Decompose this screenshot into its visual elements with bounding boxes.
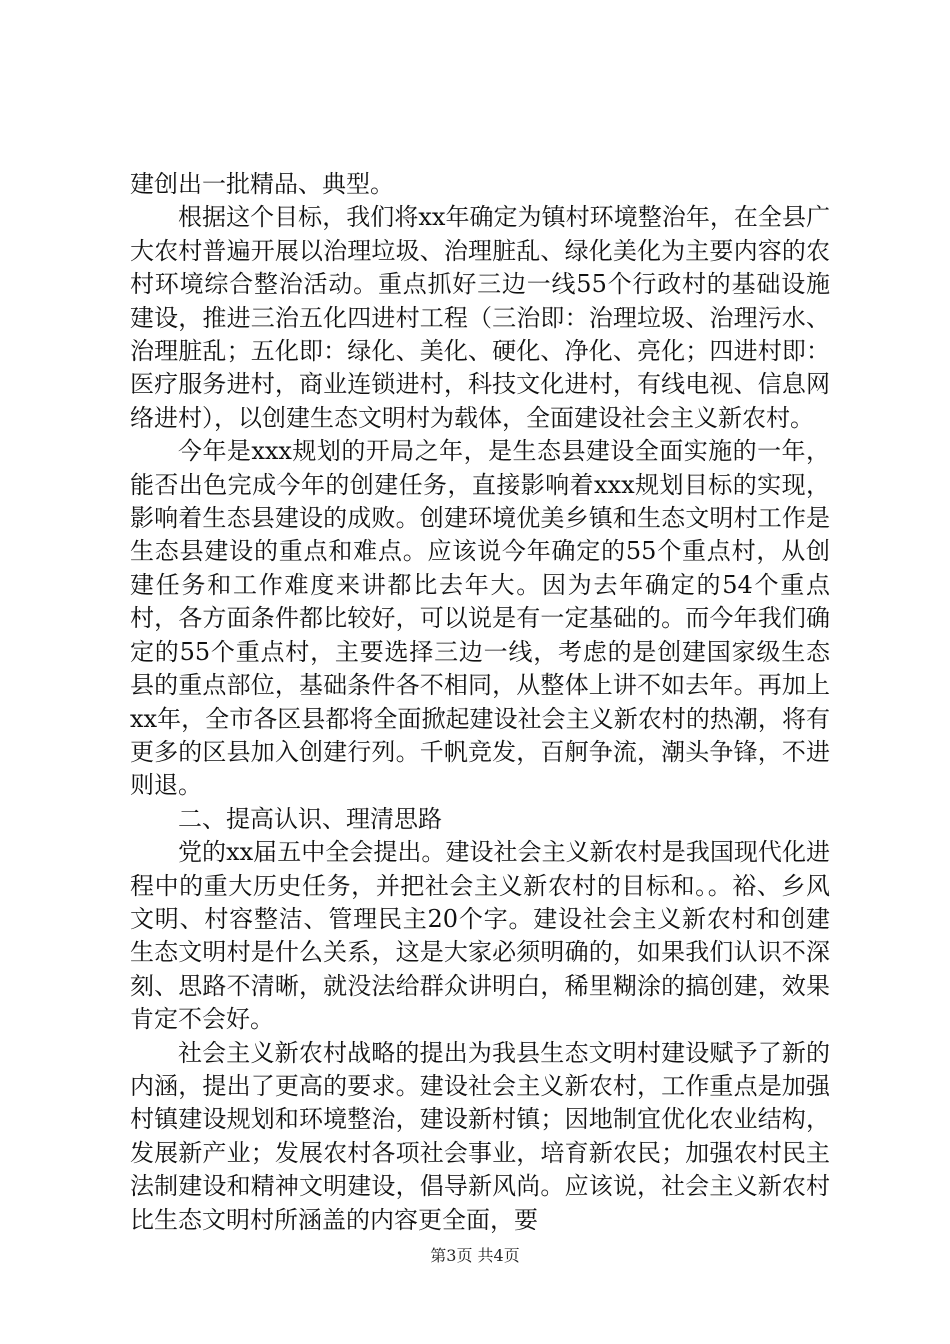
- paragraph-environment-goal: 根据这个目标，我们将xx年确定为镇村环境整治年，在全县广大农村普遍开展以治理垃圾、治理脏乱、绿化美化为主要内容的农村环境综合整治活动。重点抓好三边一线55个行政村的基础设施建设，推进三治五化四进村工程（三治即：治理垃圾、治理污水、治理脏乱；五化即：绿化、美化、硬化、净化、亮化；四进村即：医疗服务进村，商业连锁进村，科技文化进村，有线电视、信息网络进村），以创建生态文明村为载体，全面建设社会主义新农村。: [130, 203, 830, 432]
- paragraph-new-countryside: 社会主义新农村战略的提出为我县生态文明村建设赋予了新的内涵，提出了更高的要求。建设社会主义新农村，工作重点是加强村镇建设规划和环境整治，建设新村镇；因地制宜优化农业结构，发展新产业；发展农村各项社会事业，培育新农民；加强农村民主法制建设和精神文明建设，倡导新风尚。应该说，社会主义新农村比生态文明村所涵盖的内容更全面，要: [130, 1038, 830, 1234]
- document-body: [130, 168, 830, 1237]
- page-number-footer: 第3页 共4页: [430, 1246, 520, 1265]
- paragraph-party-plenum: 党的xx届五中全会提出。建设社会主义新农村是我国现代化进程中的重大历史任务，并把社会主义新农村的目标和。。裕、乡风文明、村容整洁、管理民主20个字。建设社会主义新农村和创建生态文明村是什么关系，这是大家必须明确的，如果我们认识不深刻、思路不清晰，就没法给群众讲明白，稀里糊涂的搞创建，效果肯定不会好。: [130, 838, 830, 1034]
- section-heading: 二、提高认识、理清思路: [178, 804, 442, 833]
- paragraph-this-year: 今年是xxx规划的开局之年，是生态县建设全面实施的一年，能否出色完成今年的创建任务，直接影响着xxx规划目标的实现，影响着生态县建设的成败。创建环境优美乡镇和生态文明村工作是生态县建设的重点和难点。应该说今年确定的55个重点村，从创建任务和工作难度来讲都比去年大。因为去年确定的54个重点村，各方面条件都比较好，可以说是有一定基础的。而今年我们确定的55个重点村，主要选择三边一线，考虑的是创建国家级生态县的重点部位，基础条件各不相同，从整体上讲不如去年。再加上xx年，全市各区县都将全面掀起建设社会主义新农村的热潮，将有更多的区县加入创建行列。千帆竞发，百舸争流，潮头争锋，不进则退。: [130, 437, 830, 800]
- paragraph-continuation: 建创出一批精品、典型。: [130, 170, 394, 198]
